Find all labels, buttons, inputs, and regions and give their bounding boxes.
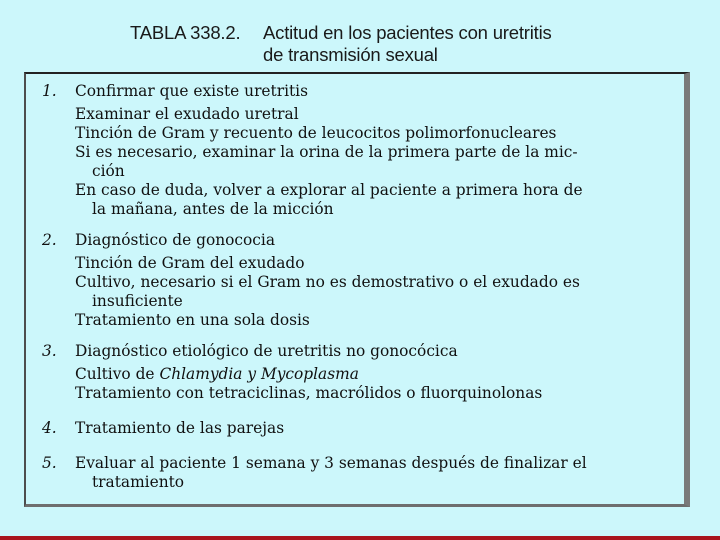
item-heading: Diagnóstico etiológico de uretritis no gonocócica (75, 342, 458, 360)
item-line (75, 365, 676, 384)
item-line: Tinción de Gram y recuento de leucocitos polimorfonucleares (75, 124, 557, 142)
item-2 (42, 231, 676, 330)
item-line: Tratamiento en una sola dosis (75, 311, 310, 329)
item-number: 3. (42, 342, 57, 360)
item-heading: Confirmar que existe uretritis (75, 82, 309, 100)
item-heading: Evaluar al paciente 1 semana y 3 semanas después de finalizar el (75, 454, 587, 472)
item-line: Examinar el exudado uretral (75, 105, 299, 123)
table-number: TABLA 338.2. (130, 22, 241, 43)
item-number: 5. (42, 454, 57, 472)
item-line: la mañana, antes de la micción (92, 200, 334, 218)
item-line: Si es necesario, examinar la orina de la primera parte de la mic- (75, 143, 578, 161)
title-line-2: de transmisión sexual (263, 44, 438, 65)
title-text: Actitud en los pacientes con uretritis (263, 22, 552, 43)
table-box (24, 72, 690, 507)
item-number: 4. (42, 419, 57, 437)
item-5 (42, 454, 676, 492)
item-line: Tratamiento con tetraciclinas, macrólidos o fluorquinolonas (75, 384, 543, 402)
item-heading: Diagnóstico de gonococia (75, 231, 276, 249)
item-1 (42, 82, 676, 219)
item-line: Tinción de Gram del exudado (75, 254, 305, 272)
table-title (130, 22, 552, 66)
culture-prefix: Cultivo de (75, 365, 160, 383)
item-line: ción (92, 162, 125, 180)
item-line: En caso de duda, volver a explorar al paciente a primera hora de (75, 181, 583, 199)
item-heading: Tratamiento de las parejas (75, 419, 285, 437)
title-line-1 (130, 22, 552, 44)
item-number: 1. (42, 82, 57, 100)
item-number: 2. (42, 231, 57, 249)
culture-organisms: Chlamydia y Mycoplasma (159, 365, 359, 383)
item-4 (42, 419, 676, 438)
item-3 (42, 342, 676, 403)
item-line: insuficiente (92, 292, 183, 310)
bottom-accent-bar (0, 536, 720, 540)
item-line: tratamiento (92, 473, 185, 491)
item-line: Cultivo, necesario si el Gram no es demostrativo o el exudado es (75, 273, 580, 291)
